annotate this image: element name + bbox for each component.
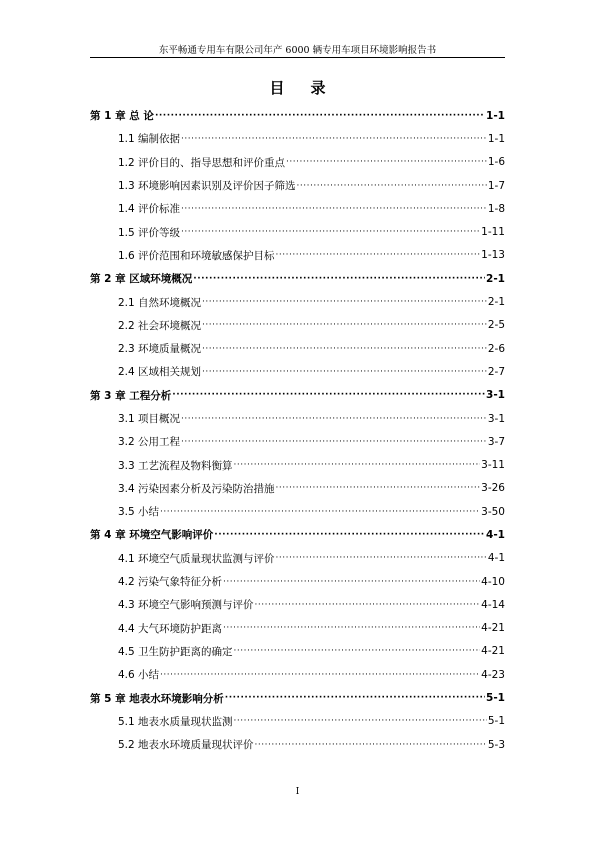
toc-entry-label: 3.1 项目概况: [118, 413, 181, 425]
toc-entry-page-number: 3-11: [481, 459, 505, 472]
dot-leader: [202, 367, 487, 377]
toc-entry-label: 5.1 地表水质量现状监测: [118, 715, 233, 728]
dot-leader: [172, 390, 485, 400]
dot-leader: [225, 693, 485, 703]
toc-chapter-entry[interactable]: [90, 384, 505, 407]
toc-section-entry[interactable]: [90, 500, 505, 523]
toc-chapter-entry[interactable]: [90, 104, 505, 127]
toc-section-entry[interactable]: [90, 617, 505, 640]
dot-leader: [255, 600, 481, 610]
toc-entry-page-number: 4-21: [481, 645, 505, 658]
toc-entry-page-number: 2-6: [487, 342, 505, 355]
toc-entry-label: 4.5 卫生防护距离的确定: [118, 645, 233, 658]
toc-entry-page-number: 1-13: [481, 249, 505, 262]
toc-section-entry[interactable]: [90, 337, 505, 360]
dot-leader: [214, 530, 485, 540]
dot-leader: [223, 623, 480, 633]
toc-entry-page-number: 4-14: [481, 598, 505, 611]
toc-entry-label: 第 5 章 地表水环境影响分析: [90, 692, 224, 705]
toc-entry-label: 3.3 工艺流程及物料衡算: [118, 459, 233, 472]
toc-title-char-2: 录: [310, 79, 326, 97]
toc-entry-page-number: 1-6: [487, 156, 505, 169]
toc-entry-label: 4.6 小结: [118, 669, 160, 682]
dot-leader: [181, 134, 487, 144]
toc-entry-label: 2.2 社会环境概况: [118, 319, 202, 332]
toc-entry-page-number: 2-7: [487, 365, 505, 378]
toc-entry-page-number: 3-1: [487, 412, 505, 425]
toc-entry-label: 4.4 大气环境防护距离: [118, 622, 223, 635]
toc-entry-page-number: 4-10: [481, 575, 505, 588]
dot-leader: [276, 250, 481, 260]
toc-entry-page-number: 1-11: [481, 226, 505, 239]
toc-entry-page-number: 4-23: [481, 668, 505, 681]
toc-section-entry[interactable]: [90, 220, 505, 243]
toc-entry-label: 4.1 环境空气质量现状监测与评价: [118, 552, 275, 565]
toc-entry-page-number: 1-1: [486, 109, 505, 122]
toc-section-entry[interactable]: [90, 197, 505, 220]
dot-leader: [202, 297, 487, 307]
dot-leader: [193, 274, 485, 284]
toc-section-entry[interactable]: [90, 710, 505, 733]
toc-section-entry[interactable]: [90, 407, 505, 430]
toc-entry-label: 2.1 自然环境概况: [118, 296, 202, 309]
toc-section-entry[interactable]: [90, 314, 505, 337]
header-rule: [90, 57, 505, 58]
toc-section-entry[interactable]: [90, 477, 505, 500]
toc-entry-label: 2.4 区域相关规划: [118, 366, 202, 379]
toc-entry-label: 1.6 评价范围和环境敏感保护目标: [118, 249, 275, 262]
toc-entry-page-number: 5-3: [487, 738, 505, 751]
dot-leader: [160, 507, 480, 517]
dot-leader: [276, 483, 481, 493]
toc-entry-label: 3.5 小结: [118, 506, 160, 519]
toc-section-entry[interactable]: [90, 127, 505, 150]
toc-chapter-entry[interactable]: [90, 523, 505, 546]
toc-entry-page-number: 3-1: [486, 389, 505, 402]
toc-entry-label: 1.1 编制依据: [118, 133, 181, 146]
toc-entry-label: 1.5 评价等级: [118, 226, 181, 239]
dot-leader: [202, 320, 487, 330]
toc-chapter-entry[interactable]: [90, 686, 505, 709]
toc-entry-page-number: 1-1: [487, 132, 505, 145]
toc-entry-page-number: 4-1: [487, 552, 505, 565]
toc-entry-label: 第 1 章 总 论: [90, 110, 154, 123]
toc-chapter-entry[interactable]: [90, 267, 505, 290]
toc-section-entry[interactable]: [90, 547, 505, 570]
toc-entry-label: 1.3 环境影响因素识别及评价因子筛选: [118, 180, 296, 193]
toc-entry-page-number: 4-21: [481, 622, 505, 635]
dot-leader: [297, 181, 487, 191]
table-of-contents: [90, 104, 505, 756]
dot-leader: [202, 344, 487, 354]
toc-entry-page-number: 5-1: [486, 692, 505, 705]
dot-leader: [160, 670, 480, 680]
toc-entry-label: 4.3 环境空气影响预测与评价: [118, 599, 254, 612]
toc-entry-label: 1.2 评价目的、指导思想和评价重点: [118, 156, 286, 169]
dot-leader: [181, 414, 487, 424]
toc-section-entry[interactable]: [90, 290, 505, 313]
toc-section-entry[interactable]: [90, 640, 505, 663]
toc-entry-label: 第 2 章 区域环境概况: [90, 273, 193, 286]
toc-section-entry[interactable]: [90, 663, 505, 686]
toc-entry-page-number: 3-50: [481, 505, 505, 518]
running-header: 东平畅通专用车有限公司年产 6000 辆专用车项目环境影响报告书: [158, 45, 437, 56]
dot-leader: [255, 740, 487, 750]
dot-leader: [181, 437, 487, 447]
toc-entry-label: 第 4 章 环境空气影响评价: [90, 529, 214, 542]
toc-section-entry[interactable]: [90, 360, 505, 383]
dot-leader: [223, 577, 480, 587]
toc-section-entry[interactable]: [90, 733, 505, 756]
dot-leader: [286, 157, 487, 167]
toc-entry-page-number: 1-7: [487, 179, 505, 192]
toc-section-entry[interactable]: [90, 151, 505, 174]
toc-section-entry[interactable]: [90, 453, 505, 476]
toc-section-entry[interactable]: [90, 430, 505, 453]
toc-title-char-1: 目: [269, 79, 285, 97]
toc-entry-label: 4.2 污染气象特征分析: [118, 576, 223, 589]
toc-entry-page-number: 3-26: [481, 482, 505, 495]
toc-section-entry[interactable]: [90, 570, 505, 593]
dot-leader: [234, 646, 481, 656]
toc-title: [0, 77, 595, 98]
dot-leader: [181, 204, 487, 214]
toc-entry-page-number: 2-1: [487, 296, 505, 309]
dot-leader: [276, 553, 487, 563]
toc-section-entry[interactable]: [90, 174, 505, 197]
toc-entry-page-number: 2-5: [487, 319, 505, 332]
toc-entry-label: 1.4 评价标准: [118, 203, 181, 216]
toc-entry-page-number: 1-8: [487, 202, 505, 215]
toc-entry-label: 2.3 环境质量概况: [118, 343, 202, 356]
toc-section-entry[interactable]: [90, 244, 505, 267]
toc-entry-page-number: 5-1: [487, 715, 505, 728]
toc-entry-label: 第 3 章 工程分析: [90, 389, 172, 402]
toc-entry-label: 3.2 公用工程: [118, 436, 181, 449]
dot-leader: [181, 227, 480, 237]
toc-entry-label: 5.2 地表水环境质量现状评价: [118, 739, 254, 752]
toc-entry-label: 3.4 污染因素分析及污染防治措施: [118, 482, 275, 495]
dot-leader: [155, 111, 485, 121]
toc-entry-page-number: 4-1: [486, 528, 505, 541]
dot-leader: [234, 716, 487, 726]
toc-entry-page-number: 3-7: [487, 435, 505, 448]
dot-leader: [234, 460, 481, 470]
page-number: I: [295, 787, 300, 797]
toc-section-entry[interactable]: [90, 593, 505, 616]
toc-entry-page-number: 2-1: [486, 272, 505, 285]
